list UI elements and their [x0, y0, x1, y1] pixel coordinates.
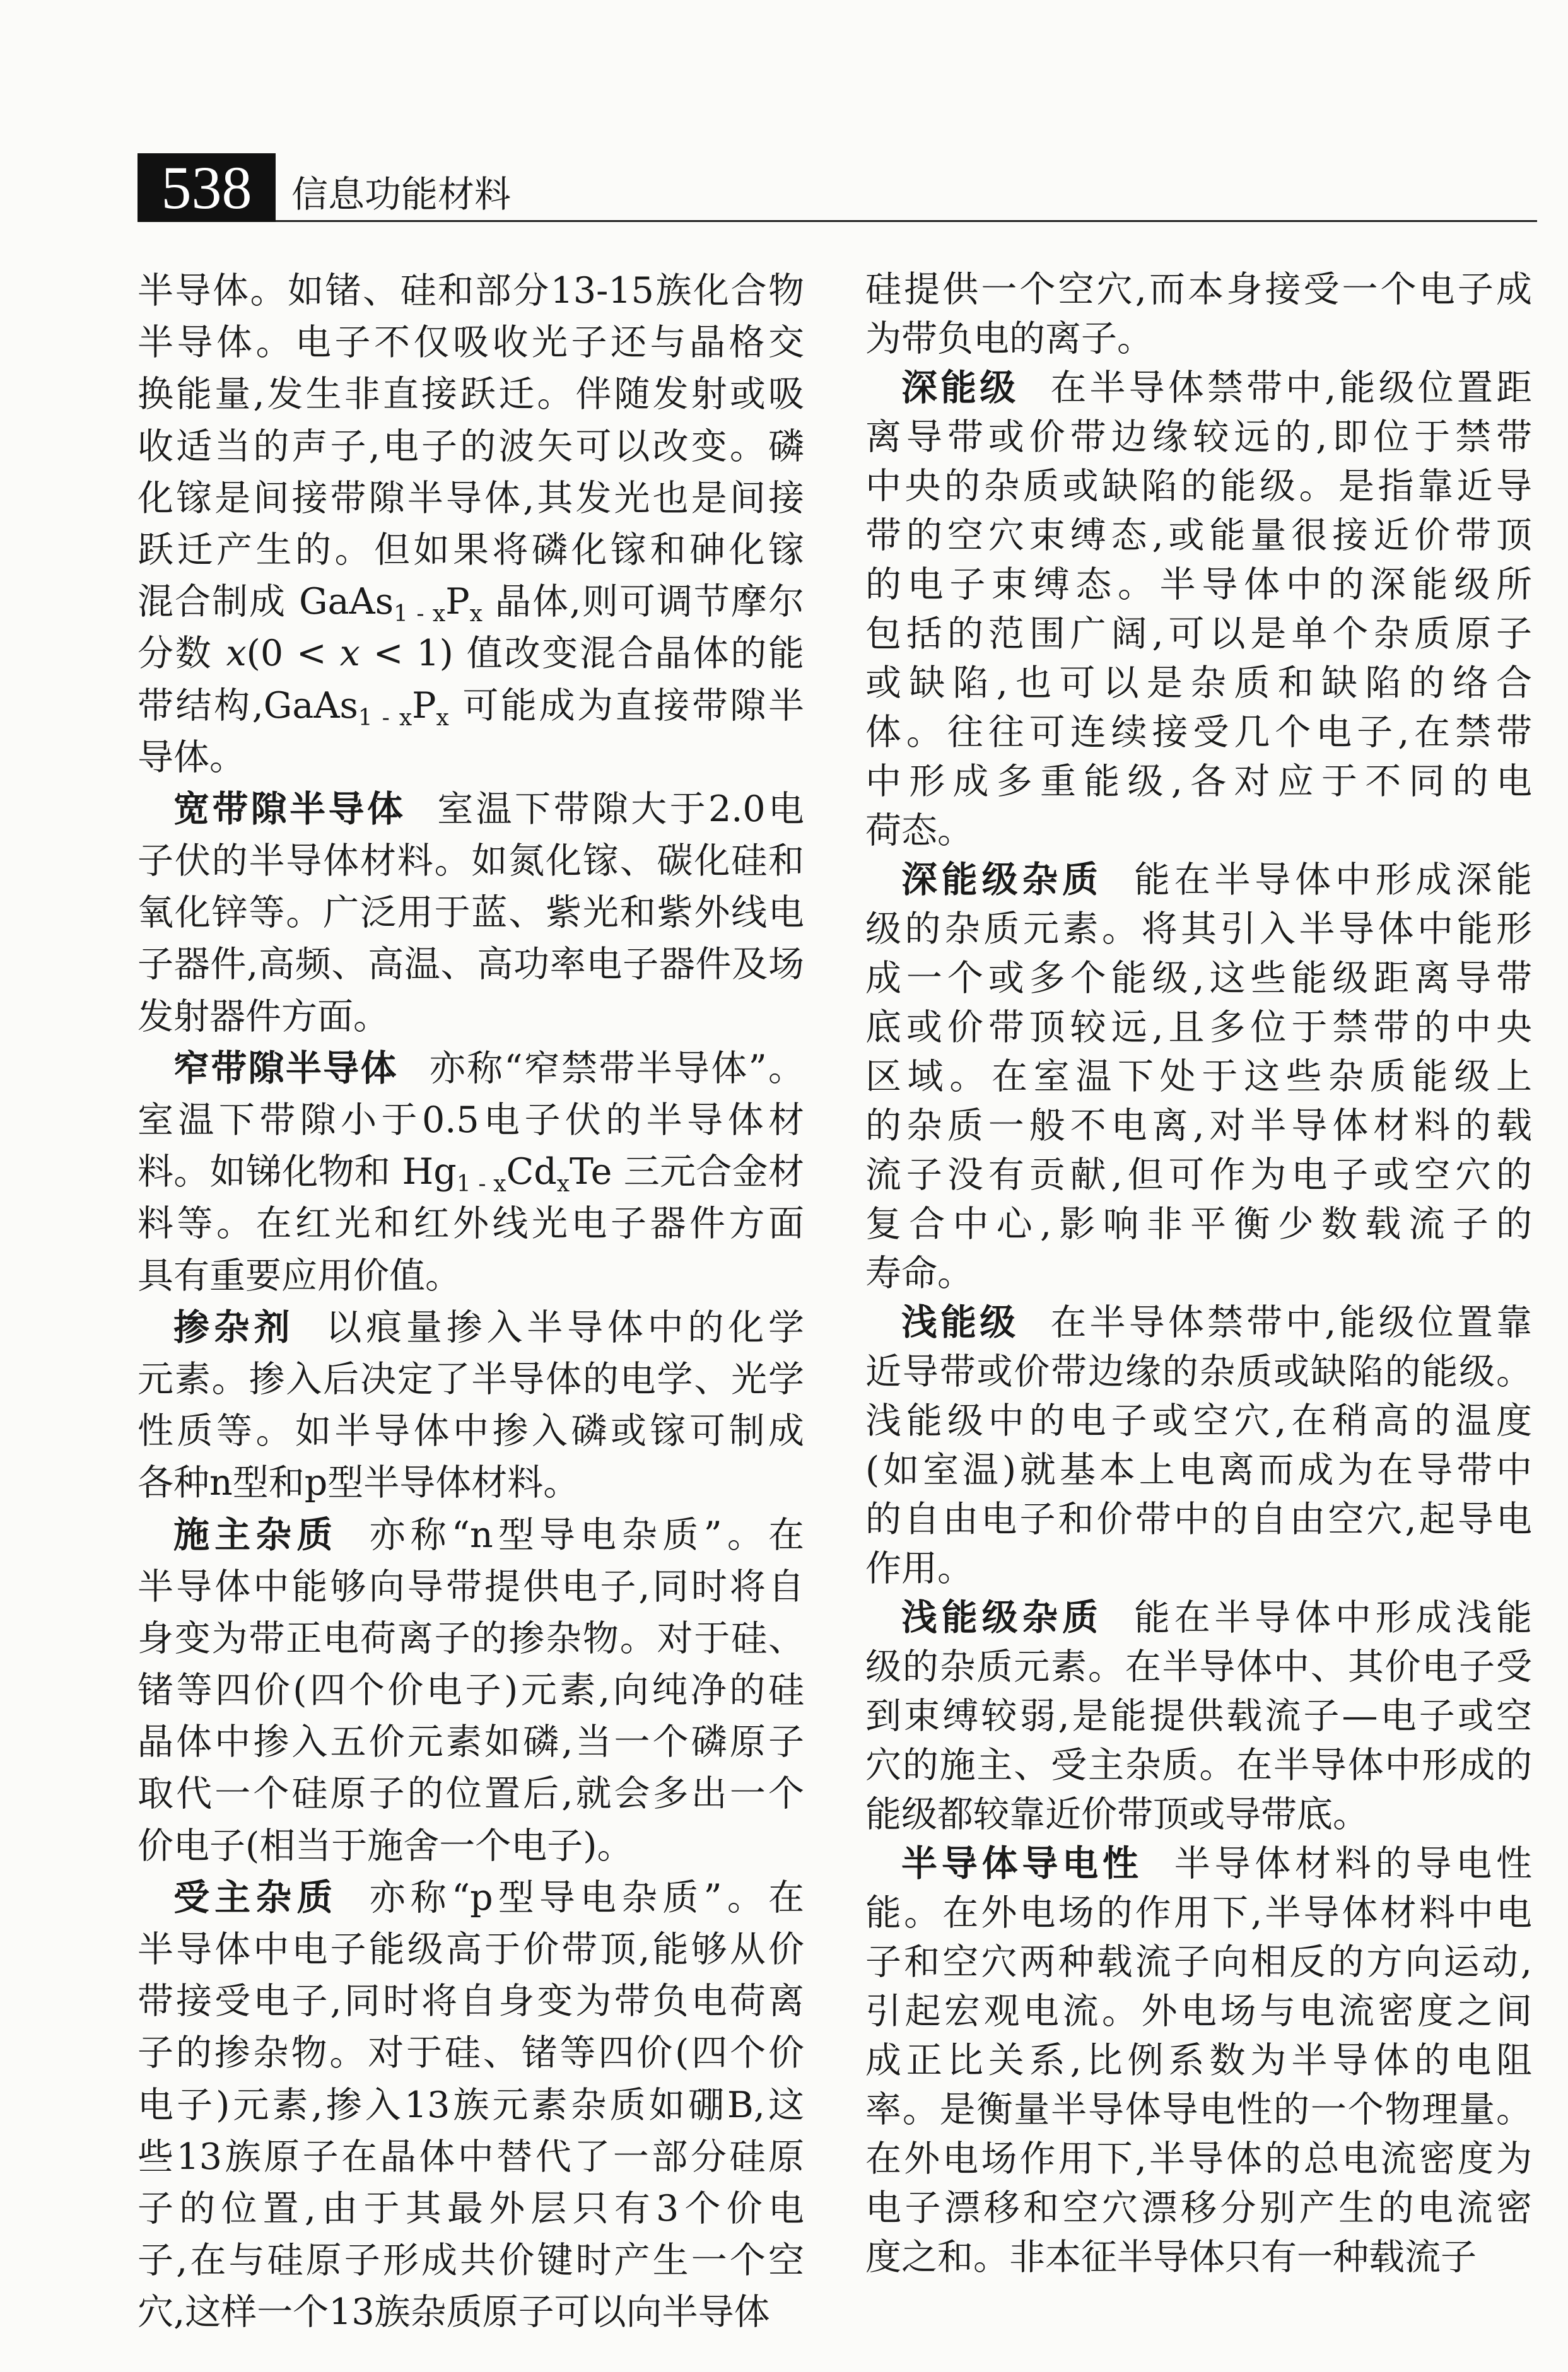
- text-segment: 复合中心,影响非平衡少数载流子的: [865, 1203, 1532, 1245]
- text-line: [865, 1544, 1532, 1593]
- text-segment: 收适当的声子,电子的波矢可以改变。磷: [137, 425, 804, 467]
- text-segment: 元素。掺入后决定了半导体的电学、光学: [137, 1358, 804, 1400]
- entry-term: 窄带隙半导体: [173, 1047, 398, 1089]
- text-segment: 化镓是间接带隙半导体,其发光也是间接: [137, 477, 804, 519]
- text-segment: 跃迁产生的。但如果将磷化镓和砷化镓: [137, 529, 804, 571]
- text-line: [865, 1003, 1532, 1052]
- text-segment: 些13族原子在晶体中替代了一部分硅原: [137, 2135, 804, 2178]
- text-segment: 寿命。: [865, 1253, 973, 1294]
- text-segment: 电子)元素,掺入13族元素杂质如硼B,这: [137, 2084, 804, 2126]
- text-segment: 子的掺杂物。对于硅、锗等四价(四个价: [137, 2032, 804, 2074]
- text-line: [137, 1353, 804, 1405]
- text-segment: 1 - x: [393, 601, 446, 628]
- text-line: [137, 1509, 804, 1561]
- entry-term: 施主杂质: [173, 1514, 338, 1556]
- entry-term: 掺杂剂: [173, 1306, 295, 1348]
- text-segment: 子伏的半导体材料。如氮化镓、碳化硅和: [137, 840, 804, 882]
- text-segment: (如室温)就基本上电离而成为在导带中: [865, 1449, 1532, 1491]
- text-line: [865, 1495, 1532, 1544]
- text-line: [865, 1446, 1532, 1495]
- text-line: [865, 658, 1532, 708]
- text-segment: 亦称“n型导电杂质”。在: [369, 1514, 804, 1556]
- text-line: [865, 1937, 1532, 1987]
- text-segment: 子,在与硅原子形成共价键时产生一个空: [137, 2240, 804, 2282]
- text-segment: 半导体。如锗、硅和部分13-15族化合物: [137, 270, 804, 312]
- text-segment: 换能量,发生非直接跃迁。伴随发射或吸: [137, 373, 804, 416]
- text-segment: 中央的杂质或缺陷的能级。是指靠近导: [865, 465, 1532, 507]
- text-line: [137, 472, 804, 524]
- text-segment: 底或价带顶较远,且多位于禁带的中央: [865, 1007, 1532, 1048]
- text-segment: 子和空穴两种载流子向相反的方向运动,: [865, 1941, 1532, 1983]
- text-segment: 1 - x: [456, 1171, 506, 1198]
- text-line: [137, 835, 804, 887]
- text-line: [865, 265, 1532, 314]
- text-segment: P: [445, 581, 470, 623]
- text-line: [865, 1642, 1532, 1691]
- text-segment: 为带负电的离子。: [865, 318, 1153, 359]
- text-line: [137, 576, 804, 628]
- text-segment: x: [556, 1171, 570, 1198]
- text-segment: 价电子(相当于施舍一个电子)。: [137, 1825, 633, 1867]
- text-segment: < 1) 值改变混合晶体的能: [360, 633, 804, 675]
- text-line: [137, 1716, 804, 1768]
- text-line: [865, 1249, 1532, 1298]
- text-line: [865, 2183, 1532, 2233]
- text-line: [137, 680, 804, 732]
- text-segment: 室温下带隙小于0.5电子伏的半导体材: [137, 1099, 804, 1141]
- text-segment: 浅能级中的电子或空穴,在稍高的温度: [865, 1400, 1532, 1442]
- text-line: [865, 1200, 1532, 1249]
- text-segment: 包括的范围广阔,可以是单个杂质原子: [865, 613, 1532, 655]
- text-segment: 能在半导体中形成深能: [1133, 859, 1533, 901]
- text-segment: x: [339, 633, 360, 675]
- text-line: [865, 462, 1532, 511]
- text-segment: 性质等。如半导体中掺入磷或镓可制成: [137, 1410, 804, 1452]
- text-segment: 率。是衡量半导体导电性的一个物理量。: [865, 2089, 1532, 2130]
- text-segment: 的电子束缚态。半导体中的深能级所: [865, 564, 1532, 605]
- text-segment: 子器件,高频、高温、高功率电子器件及场: [137, 944, 804, 986]
- text-line: [865, 855, 1532, 904]
- text-line: [865, 1987, 1532, 2036]
- text-segment: 荷态。: [865, 810, 973, 851]
- text-line: [137, 2131, 804, 2183]
- text-segment: 中形成多重能级,各对应于不同的电: [865, 761, 1532, 802]
- text-segment: 料等。在红光和红外线光电子器件方面: [137, 1203, 804, 1245]
- text-line: [865, 1396, 1532, 1446]
- entry-term: 受主杂质: [173, 1876, 338, 1919]
- text-line: [137, 421, 804, 472]
- text-line: [865, 1839, 1532, 1888]
- text-line: [137, 2079, 804, 2131]
- text-line: [137, 1146, 804, 1198]
- text-segment: 半导体材料的导电性: [1174, 1843, 1533, 1884]
- text-line: [865, 904, 1532, 954]
- text-segment: P: [412, 684, 436, 727]
- text-line: [137, 2235, 804, 2286]
- text-segment: 近导带或价带边缘的杂质或缺陷的能级。: [865, 1351, 1532, 1393]
- text-line: [865, 2134, 1532, 2183]
- text-segment: Te 三元合金材: [570, 1151, 804, 1193]
- text-segment: (0 <: [246, 633, 340, 675]
- text-line: [137, 1043, 804, 1094]
- text-line: [137, 1924, 804, 1975]
- text-line: [865, 708, 1532, 757]
- header-rule: [276, 220, 1537, 222]
- text-segment: 带结构,GaAs: [137, 684, 358, 727]
- text-segment: 区域。在室温下处于这些杂质能级上: [865, 1056, 1532, 1097]
- text-segment: 子的位置,由于其最外层只有3个价电: [137, 2187, 804, 2229]
- text-line: [865, 560, 1532, 609]
- text-segment: Cd: [506, 1151, 557, 1193]
- entry-term: 浅能级: [901, 1302, 1019, 1343]
- text-line: [865, 806, 1532, 855]
- text-line: [865, 609, 1532, 658]
- text-line: [865, 363, 1532, 412]
- text-line: [137, 265, 804, 317]
- text-line: [865, 1347, 1532, 1396]
- text-segment: 体。往往可连续接受几个电子,在禁带: [865, 711, 1532, 753]
- text-segment: 1 - x: [358, 704, 412, 731]
- text-line: [865, 2085, 1532, 2134]
- text-segment: 成正比关系,比例系数为半导体的电阻: [865, 2040, 1532, 2081]
- text-segment: 取代一个硅原子的位置后,就会多出一个: [137, 1773, 804, 1815]
- entry-term: 半导体导电性: [901, 1843, 1143, 1884]
- text-segment: 或缺陷,也可以是杂质和缺陷的络合: [865, 662, 1532, 704]
- text-line: [137, 1561, 804, 1613]
- text-segment: 离导带或价带边缘较远的,即位于禁带: [865, 416, 1532, 458]
- text-line: [137, 2027, 804, 2079]
- page-number: 538: [137, 153, 276, 222]
- entry-term: 深能级杂质: [901, 859, 1103, 901]
- left-column: [137, 265, 804, 2339]
- running-title: 信息功能材料: [291, 173, 512, 216]
- text-line: [137, 1457, 804, 1509]
- text-segment: 的自由电子和价带中的自由空穴,起导电: [865, 1499, 1532, 1540]
- entry-term: 深能级: [901, 367, 1019, 409]
- text-line: [137, 524, 804, 576]
- text-segment: x: [226, 633, 247, 675]
- text-segment: 各种n型和p型半导体材料。: [137, 1462, 580, 1504]
- text-segment: x: [436, 704, 449, 731]
- text-segment: 到束缚较弱,是能提供载流子—电子或空: [865, 1695, 1532, 1737]
- text-line: [137, 887, 804, 938]
- text-segment: 亦称“p型导电杂质”。在: [369, 1876, 804, 1919]
- text-segment: 在半导体禁带中,能级位置距: [1050, 367, 1532, 409]
- text-line: [137, 938, 804, 990]
- text-segment: 带接受电子,同时将自身变为带负电荷离: [137, 1980, 804, 2023]
- text-segment: 在半导体禁带中,能级位置靠: [1050, 1302, 1532, 1343]
- text-segment: 具有重要应用价值。: [137, 1254, 461, 1297]
- text-segment: 晶体,则可调节摩尔: [482, 581, 804, 623]
- text-line: [137, 628, 804, 679]
- text-line: [137, 317, 804, 368]
- text-line: [137, 2183, 804, 2235]
- text-line: [137, 1094, 804, 1146]
- text-segment: 的杂质一般不电离,对半导体材料的载: [865, 1105, 1532, 1147]
- text-segment: x: [469, 601, 483, 628]
- text-segment: 晶体中掺入五价元素如磷,当一个磷原子: [137, 1721, 804, 1763]
- text-line: [865, 412, 1532, 462]
- text-segment: 带的空穴束缚态,或能量很接近价带顶: [865, 515, 1532, 556]
- text-segment: 能。在外电场的作用下,半导体材料中电: [865, 1892, 1532, 1934]
- text-line: [137, 2286, 804, 2338]
- text-segment: 硅提供一个空穴,而本身接受一个电子成: [865, 269, 1532, 310]
- text-segment: 亦称“窄禁带半导体”。: [429, 1047, 805, 1089]
- text-line: [137, 732, 804, 783]
- text-line: [137, 1250, 804, 1302]
- text-line: [137, 1872, 804, 1924]
- text-line: [137, 1975, 804, 2027]
- text-line: [137, 991, 804, 1043]
- text-line: [137, 1768, 804, 1820]
- text-line: [865, 1052, 1532, 1101]
- text-segment: 能在半导体中形成浅能: [1133, 1597, 1533, 1639]
- text-line: [865, 1741, 1532, 1790]
- text-line: [865, 1150, 1532, 1200]
- text-segment: 流子没有贡献,但可作为电子或空穴的: [865, 1154, 1532, 1196]
- text-segment: 料。如锑化物和 Hg: [137, 1151, 457, 1193]
- text-line: [865, 1691, 1532, 1741]
- text-line: [137, 1820, 804, 1872]
- text-line: [865, 1101, 1532, 1150]
- entry-term: 浅能级杂质: [901, 1597, 1103, 1639]
- text-line: [137, 1302, 804, 1353]
- text-segment: 电子漂移和空穴漂移分别产生的电流密: [865, 2187, 1532, 2229]
- text-segment: 作用。: [865, 1548, 973, 1589]
- text-line: [137, 1198, 804, 1249]
- entry-term: 宽带隙半导体: [173, 788, 406, 830]
- text-segment: 级的杂质元素。在半导体中、其价电子受: [865, 1646, 1532, 1688]
- text-line: [865, 511, 1532, 560]
- text-segment: 混合制成 GaAs: [137, 581, 394, 623]
- text-segment: 级的杂质元素。将其引入半导体中能形: [865, 908, 1532, 950]
- text-line: [137, 368, 804, 420]
- text-line: [865, 2036, 1532, 2085]
- text-segment: 室温下带隙大于2.0电: [437, 788, 804, 830]
- text-segment: 导体。: [137, 736, 245, 778]
- text-line: [137, 1405, 804, 1457]
- text-line: [137, 783, 804, 835]
- text-segment: 穴的施主、受主杂质。在半导体中形成的: [865, 1744, 1532, 1786]
- text-segment: 在外电场作用下,半导体的总电流密度为: [865, 2138, 1532, 2180]
- text-line: [865, 1888, 1532, 1937]
- text-segment: 度之和。非本征半导体只有一种载流子: [865, 2236, 1477, 2278]
- text-line: [865, 2233, 1532, 2282]
- text-segment: 可能成为直接带隙半: [448, 684, 804, 727]
- text-line: [865, 1593, 1532, 1642]
- text-line: [865, 314, 1532, 363]
- text-segment: 半导体。电子不仅吸收光子还与晶格交: [137, 322, 804, 364]
- text-segment: 能级都较靠近价带顶或导带底。: [865, 1794, 1369, 1835]
- right-column: [865, 265, 1532, 2282]
- text-segment: 发射器件方面。: [137, 995, 389, 1037]
- text-line: [137, 1664, 804, 1716]
- text-segment: 分数: [137, 633, 226, 675]
- text-segment: 引起宏观电流。外电场与电流密度之间: [865, 1990, 1532, 2032]
- text-line: [865, 1790, 1532, 1839]
- text-line: [137, 1613, 804, 1664]
- text-segment: 锗等四价(四个价电子)元素,向纯净的硅: [137, 1669, 804, 1712]
- text-line: [865, 1298, 1532, 1347]
- text-line: [865, 757, 1532, 806]
- text-segment: 穴,这样一个13族杂质原子可以向半导体: [137, 2291, 770, 2334]
- text-segment: 半导体中能够向导带提供电子,同时将自: [137, 1565, 804, 1608]
- text-line: [865, 954, 1532, 1003]
- text-segment: 成一个或多个能级,这些能级距离导带: [865, 957, 1532, 999]
- text-segment: 以痕量掺入半导体中的化学: [325, 1306, 805, 1348]
- text-segment: 身变为带正电荷离子的掺杂物。对于硅、: [137, 1617, 804, 1659]
- text-segment: 半导体中电子能级高于价带顶,能够从价: [137, 1929, 804, 1970]
- text-segment: 氧化锌等。广泛用于蓝、紫光和紫外线电: [137, 892, 804, 934]
